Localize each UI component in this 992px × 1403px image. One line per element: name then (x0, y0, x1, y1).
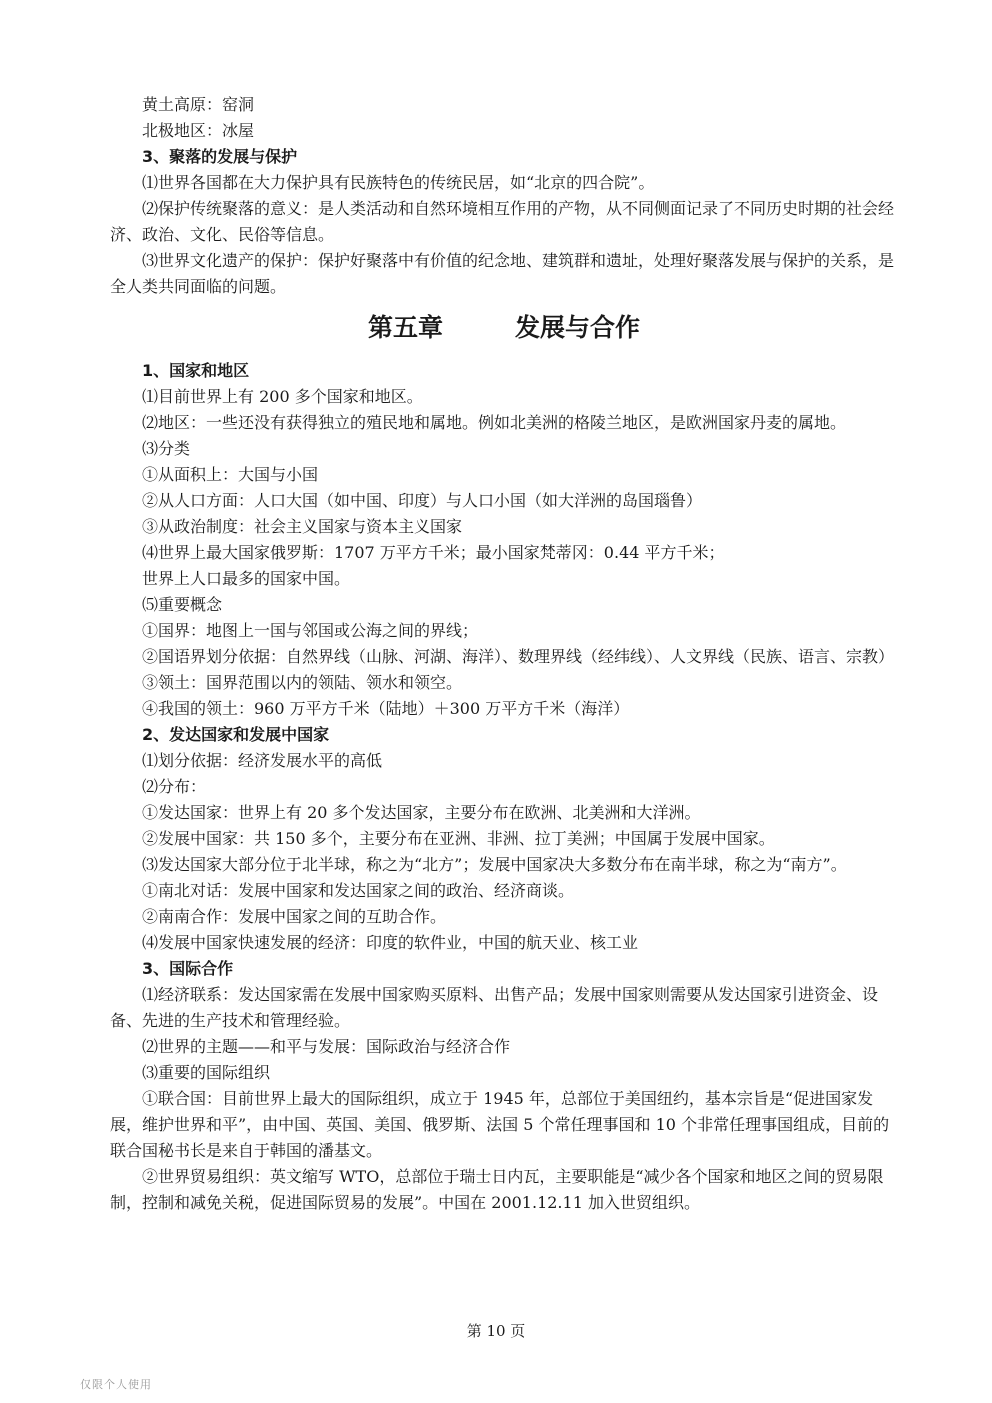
text-line: ①南北对话：发展中国家和发达国家之间的政治、经济商谈。 (142, 881, 575, 900)
chapter-number: 第五章 (367, 313, 443, 342)
text-line: ⑷发展中国家快速发展的经济：印度的软件业，中国的航天业、核工业 (142, 933, 639, 952)
chapter-title (110, 306, 898, 350)
text-line: ⑷世界上最大国家俄罗斯：1707 万平方千米；最小国家梵蒂冈：0.44 平方千米； (142, 543, 725, 562)
text-line: ⑵分布： (142, 777, 207, 796)
text-line: ⑴目前世界上有 200 多个国家和地区。 (142, 387, 423, 406)
text-line: ⑸重要概念 (142, 595, 223, 614)
section-heading: 1、国家和地区 (142, 361, 250, 380)
text-line: ①从面积上：大国与小国 (142, 465, 319, 484)
text-line: ②世界贸易组织：英文缩写 WTO，总部位于瑞士日内瓦，主要职能是“减少各个国家和地区之间的贸易限制，控制和减免关税，促进国际贸易的发展”。中国在 2001.12.11 加入世贸组织。 (110, 1167, 884, 1212)
paragraph: ⑵保护传统聚落的意义：是人类活动和自然环境相互作用的产物，从不同侧面记录了不同历史时期的社会经济、政治、文化、民俗等信息。 (110, 199, 895, 244)
watermark: 仅限个人使用 (80, 1378, 152, 1391)
text-line: ②南南合作：发展中国家之间的互助合作。 (142, 907, 447, 926)
text-line: ⑵地区：一些还没有获得独立的殖民地和属地。例如北美洲的格陵兰地区，是欧洲国家丹麦的属地。 (142, 413, 847, 432)
text-line: ③领土：国界范围以内的领陆、领水和领空。 (142, 673, 463, 692)
text-line: 世界上人口最多的国家中国。 (142, 569, 351, 588)
text-line: 北极地区：冰屋 (142, 121, 255, 140)
text-line: ②发展中国家：共 150 多个，主要分布在亚洲、非洲、拉丁美洲；中国属于发展中国家。 (142, 829, 775, 848)
text-line: ⑵世界的主题——和平与发展：国际政治与经济合作 (142, 1037, 511, 1056)
text-line: ⑶重要的国际组织 (142, 1063, 271, 1082)
text-line: ①联合国：目前世界上最大的国际组织，成立于 1945 年，总部位于美国纽约，基本宗旨是“促进国家发展，维护世界和平”，由中国、英国、美国、俄罗斯、法国 5 个常任理事国和 10 个非常任理事国组成，目前的联合国秘书长是来自于韩国的潘基文。 (110, 1089, 890, 1160)
section-heading: 3、国际合作 (142, 959, 234, 978)
page-number: 第 10 页 (466, 1322, 526, 1340)
chapter-name: 发展与合作 (515, 313, 641, 342)
text-line: ②国语界划分依据：自然界线（山脉、河湖、海洋）、数理界线（经纬线）、人文界线（民族、语言、宗教） (142, 647, 895, 666)
paragraph: ⑶世界文化遗产的保护：保护好聚落中有价值的纪念地、建筑群和遗址，处理好聚落发展与保护的关系，是全人类共同面临的问题。 (110, 251, 895, 296)
page-content (110, 92, 898, 1216)
text-line: ①国界：地图上一国与邻国或公海之间的界线； (142, 621, 479, 640)
section-heading: 3、聚落的发展与保护 (142, 147, 298, 166)
text-line: 黄土高原：窑洞 (142, 95, 255, 114)
text-line: ⑴经济联系：发达国家需在发展中国家购买原料、出售产品；发展中国家则需要从发达国家引进资金、设备、先进的生产技术和管理经验。 (110, 985, 879, 1030)
section-heading: 2、发达国家和发展中国家 (142, 725, 330, 744)
text-line: ②从人口方面：人口大国（如中国、印度）与人口小国（如大洋洲的岛国瑙鲁） (142, 491, 703, 510)
text-line: ③从政治制度：社会主义国家与资本主义国家 (142, 517, 463, 536)
text-line: ⑶分类 (142, 439, 191, 458)
text-line: ⑴划分依据：经济发展水平的高低 (142, 751, 383, 770)
paragraph: ⑴世界各国都在大力保护具有民族特色的传统民居，如“北京的四合院”。 (142, 173, 655, 192)
text-line: ⑶发达国家大部分位于北半球，称之为“北方”；发展中国家决大多数分布在南半球，称之为“南方”。 (142, 855, 847, 874)
text-line: ①发达国家：世界上有 20 多个发达国家，主要分布在欧洲、北美洲和大洋洲。 (142, 803, 701, 822)
text-line: ④我国的领土：960 万平方千米（陆地）＋300 万平方千米（海洋） (142, 699, 630, 718)
